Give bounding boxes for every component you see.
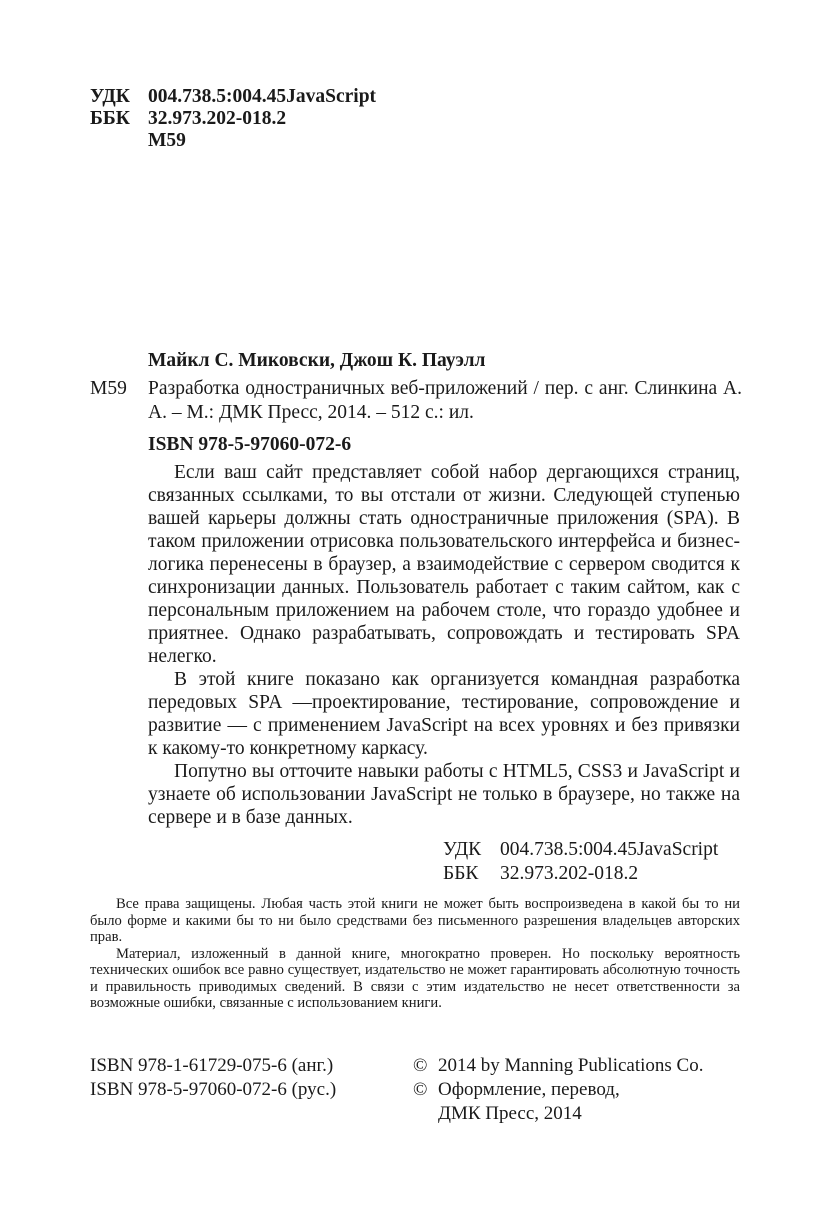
rights-paragraph: Материал, изложенный в данной книге, многократно проверен. Но поскольку вероятность технических ошибок все равно существует, издательство не может гарантировать абсолютную точность и правильность приводимых сведений. В связи с этим издательство не несет ответственности за возможные ошибки, связанные с использованием книги.: [90, 945, 740, 1011]
bbk-value-repeat: 32.973.202-018.2: [500, 863, 639, 884]
annotation: [148, 461, 740, 829]
authors: Майкл С. Миковски, Джош К. Пауэлл: [148, 350, 486, 371]
udk-label: УДК: [90, 86, 130, 107]
copyright-symbol: ©: [413, 1055, 428, 1076]
isbn-list: [90, 1054, 336, 1102]
annotation-paragraph: Попутно вы отточите навыки работы с HTML5, CSS3 и JavaScript и узнаете об использовании JavaScript не только в браузере, но также на сервере и в базе данных.: [148, 761, 740, 828]
udk-row-repeat: [443, 838, 718, 862]
copyright-line: Оформление, перевод,: [438, 1079, 620, 1100]
copyright-row: [413, 1078, 703, 1102]
catalog-code: М59: [90, 378, 127, 399]
bbk-label: ББК: [90, 108, 130, 129]
classification-header: [90, 86, 376, 152]
catalog-isbn: ISBN 978-5-97060-072-6: [148, 434, 352, 455]
author-mark-row: [90, 130, 376, 152]
udk-row: [90, 86, 376, 108]
bbk-label-repeat: ББК: [443, 863, 479, 884]
classification-footer: [443, 838, 718, 886]
bbk-value: 32.973.202-018.2: [148, 108, 287, 129]
isbn-english: ISBN 978-1-61729-075-6 (анг.): [90, 1055, 334, 1076]
copyright-row: [413, 1054, 703, 1078]
udk-value-repeat: 004.738.5:004.45JavaScript: [500, 839, 719, 860]
bbk-row-repeat: [443, 862, 718, 886]
copyright-notices: [413, 1054, 703, 1126]
annotation-paragraph: Если ваш сайт представляет собой набор дергающихся страниц, связанных ссылками, то вы отстали от жизни. Следующей ступенью вашей карьеры должны стать одностраничные приложения (SPA). В таком приложении отрисовка пользовательского интерфейса и бизнес-логика перенесены в браузер, а взаимодействие с сервером сводится к синхронизации данных. Пользователь работает с таким сайтом, как с персональным приложением на рабочем столе, что гораздо удобнее и приятнее. Однако разрабатывать, сопровождать и тестировать SPA нелегко.: [148, 462, 740, 667]
catalog-description: Разработка одностраничных веб-приложений / пер. с анг. Слинкина А. А. – М.: ДМК Пресс, 2014. – 512 с.: ил.: [148, 378, 742, 423]
udk-label-repeat: УДК: [443, 839, 482, 860]
copyright-line: 2014 by Manning Publications Co.: [438, 1055, 704, 1076]
rights-notice: [90, 896, 740, 1012]
catalog-description-row: [90, 377, 742, 425]
author-mark: М59: [148, 130, 186, 151]
catalog-entry: [90, 349, 742, 457]
udk-value: 004.738.5:004.45JavaScript: [148, 86, 377, 107]
bbk-row: [90, 108, 376, 130]
rights-paragraph: Все права защищены. Любая часть этой книги не может быть воспроизведена в какой бы то ни было форме и какими бы то ни было средствами без письменного разрешения владельцев авторских прав.: [90, 896, 740, 945]
annotation-paragraph: В этой книге показано как организуется командная разработка передовых SPA —проектирование, тестирование, сопровождение и развитие — с применением JavaScript на всех уровнях и без привязки к какому-то конкретному каркасу.: [148, 669, 740, 759]
isbn-russian: ISBN 978-5-97060-072-6 (рус.): [90, 1079, 337, 1100]
copyright-line: ДМК Пресс, 2014: [438, 1103, 582, 1124]
copyright-symbol: ©: [413, 1079, 428, 1100]
copyright-row: [413, 1102, 703, 1126]
